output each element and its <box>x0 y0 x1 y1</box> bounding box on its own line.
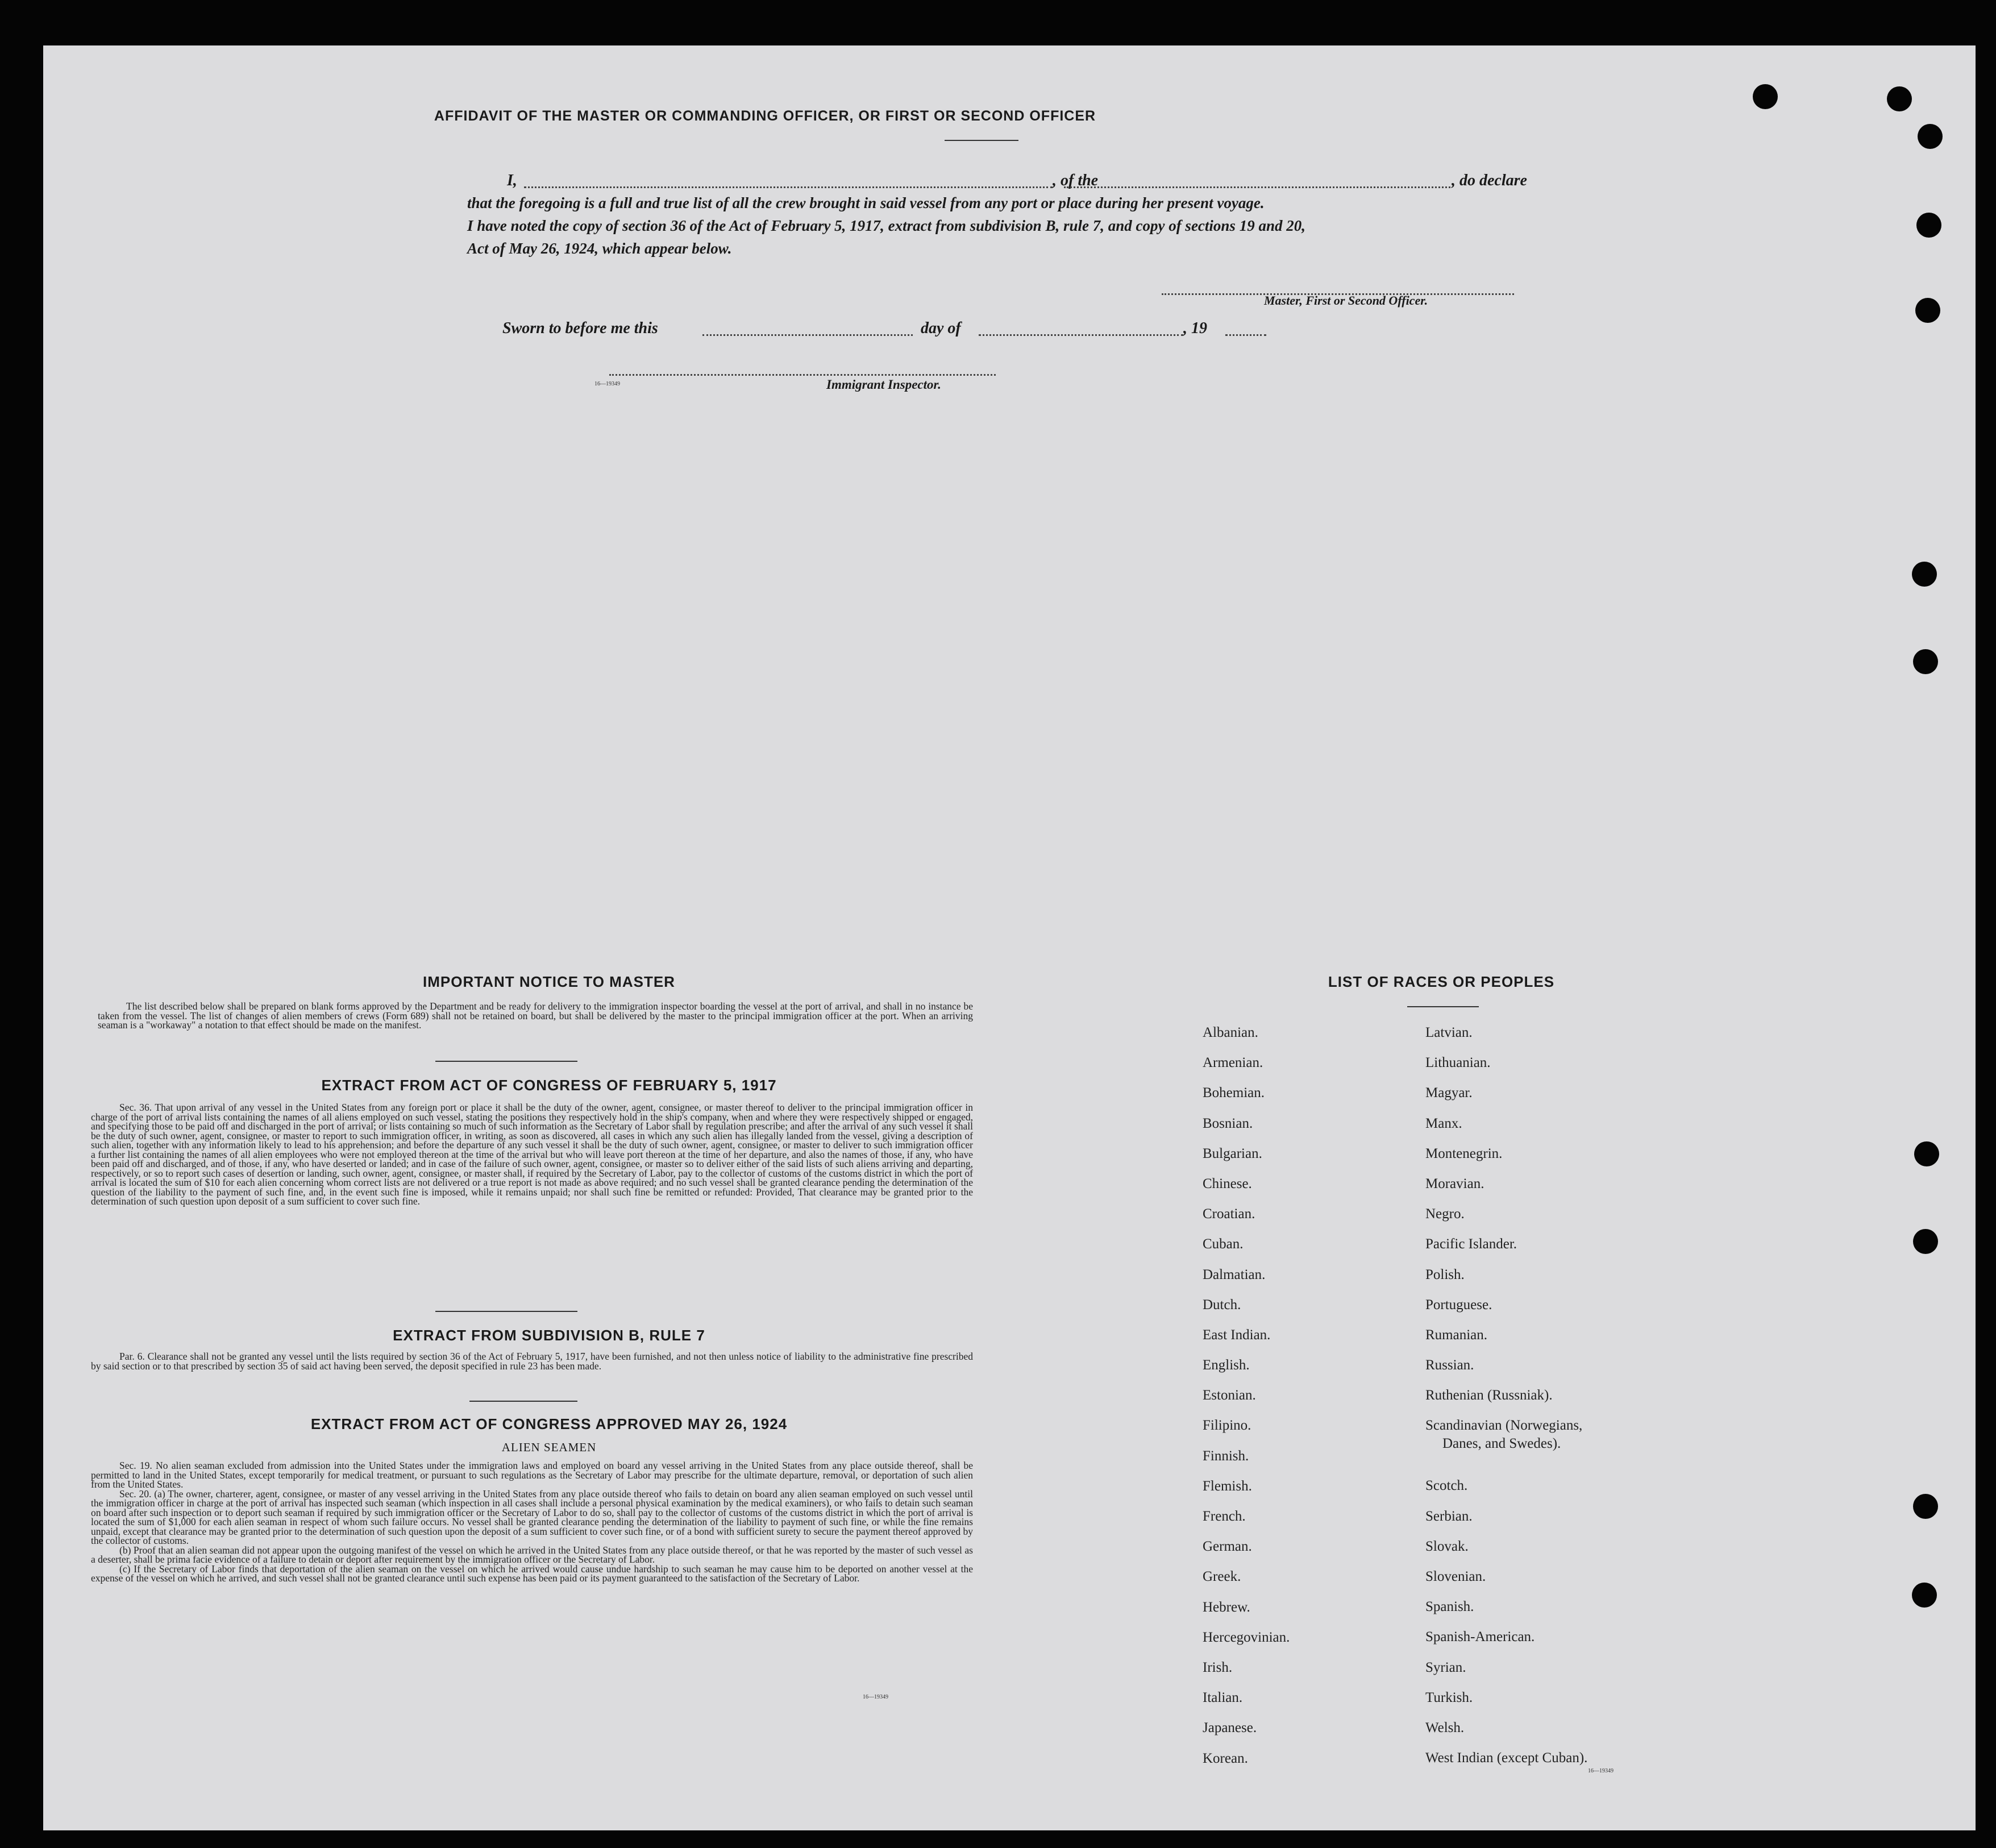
divider <box>945 140 1018 141</box>
race-item: Polish. <box>1425 1266 1465 1282</box>
affidavit-line1-of-the: , of the <box>1053 172 1099 189</box>
race-item: Scotch. <box>1425 1478 1468 1494</box>
race-item: Scandinavian (Norwegians, <box>1425 1418 1583 1434</box>
race-item: Serbian. <box>1425 1508 1473 1524</box>
extract-1917-title: EXTRACT FROM ACT OF CONGRESS OF FEBRUARY 5, 1917 <box>321 1077 777 1094</box>
race-item: Turkish. <box>1425 1689 1473 1705</box>
affidavit-line4: Act of May 26, 1924, which appear below. <box>467 240 732 257</box>
race-item: Magyar. <box>1425 1085 1473 1101</box>
race-item: Slovenian. <box>1425 1569 1486 1584</box>
race-item: Italian. <box>1203 1690 1243 1706</box>
race-item: East Indian. <box>1203 1327 1271 1343</box>
race-item: Japanese. <box>1203 1720 1257 1736</box>
race-item: Moravian. <box>1425 1176 1484 1191</box>
race-item: Danes, and Swedes). <box>1442 1436 1561 1452</box>
race-item: Latvian. <box>1425 1025 1473 1040</box>
sworn-year: , 19 <box>1183 319 1207 337</box>
race-item: Manx. <box>1425 1115 1462 1131</box>
punch-hole <box>1887 86 1912 111</box>
race-item: Bosnian. <box>1203 1115 1253 1131</box>
race-item: Armenian. <box>1203 1055 1263 1071</box>
divider <box>469 1401 577 1402</box>
race-item: Cuban. <box>1203 1236 1244 1252</box>
punch-hole <box>1916 213 1941 238</box>
form-number: 16—19349 <box>594 381 620 387</box>
race-item: Korean. <box>1203 1750 1248 1766</box>
punch-hole <box>1914 1141 1939 1166</box>
sworn-prefix: Sworn to before me this <box>502 319 658 337</box>
affidavit-line3: I have noted the copy of section 36 of the Act of February 5, 1917, extract from subdivision B, rule 7, and copy of sections 19 and 20, <box>467 217 1305 234</box>
affidavit-title: AFFIDAVIT OF THE MASTER OR COMMANDING OFFICER, OR FIRST OR SECOND OFFICER <box>434 108 1096 124</box>
section-20a: Sec. 20. (a) The owner, charterer, agent, consignee, or master of any vessel arriving in the United States from any place outside thereof who fails to detain on board any alien seaman employed on such vessel until the immigration officer in charge at the port of arrival has inspected such seaman (which inspection in all cases shall include a personal physical examination by the medical examiners), or who fails to detain such seaman on board after such inspection or to deport such seaman if required by such immigration officer or the Secretary of Labor to do so, shall pay to the collector of customs of the customs district in which the port of arrival is located the sum of $1,000 for each alien seaman in respect of whom such failure occurs. No vessel shall be granted clearance pending the determination of the liability to payment of such fine, or while the fine remains unpaid, except that clearance may be granted prior to the determination of such question upon the deposit of a sum sufficient to cover such fine, or of a bond with sufficient surety to secure the payment thereof approved by the collector of customs. <box>91 1488 973 1546</box>
affidavit-line1-i: I, <box>507 172 517 189</box>
extract-1924-subtitle: ALIEN SEAMEN <box>501 1440 597 1454</box>
race-item: Croatian. <box>1203 1206 1255 1222</box>
divider <box>435 1061 577 1062</box>
race-item: Pacific Islander. <box>1425 1236 1517 1252</box>
affidavit-line1-declare: , do declare <box>1452 172 1527 189</box>
race-item: Spanish-American. <box>1425 1629 1535 1645</box>
races-left-column <box>1203 1018 1290 1774</box>
section-19: Sec. 19. No alien seaman excluded from admission into the United States under the immigration laws and employed on board any vessel arriving in the United States from any place outside thereof, shall be permitted to land in the United States, except temporarily for medical treatment, or pursuant to such regulations as the Secretary of Labor may prescribe for the ultimate departure, removal, or deportation of such alien from the United States. <box>91 1460 973 1490</box>
punch-hole <box>1915 298 1940 323</box>
inspector-label: Immigrant Inspector. <box>826 377 941 392</box>
form-number: 16—19349 <box>1588 1768 1614 1774</box>
race-item: Dutch. <box>1203 1297 1241 1313</box>
race-item: German. <box>1203 1539 1252 1555</box>
race-item: Finnish. <box>1203 1448 1249 1464</box>
extract-1924-title: EXTRACT FROM ACT OF CONGRESS APPROVED MAY 26, 1924 <box>310 1415 788 1432</box>
sworn-month-blank <box>979 334 1183 336</box>
race-item: Lithuanian. <box>1425 1055 1491 1071</box>
race-item: Montenegrin. <box>1425 1145 1503 1161</box>
race-item: Flemish. <box>1203 1478 1252 1494</box>
race-item: Russian. <box>1425 1357 1474 1373</box>
race-item: West Indian (except Cuban). <box>1425 1750 1588 1766</box>
race-item: Filipino. <box>1203 1418 1251 1434</box>
divider <box>435 1311 577 1312</box>
race-item: Irish. <box>1203 1659 1233 1675</box>
master-label: Master, First or Second Officer. <box>1264 293 1428 308</box>
punch-hole <box>1918 124 1943 149</box>
race-item: English. <box>1203 1357 1250 1373</box>
race-item: Bulgarian. <box>1203 1145 1262 1161</box>
race-item: Rumanian. <box>1425 1327 1488 1343</box>
punch-hole <box>1912 562 1937 587</box>
race-item: Hercegovinian. <box>1203 1629 1290 1645</box>
vessel-blank <box>1064 186 1450 188</box>
form-number: 16—19349 <box>863 1694 888 1700</box>
affidavit-line2: that the foregoing is a full and true list of all the crew brought in said vessel from any port or place during her present voyage. <box>467 194 1265 211</box>
divider <box>1407 1006 1479 1007</box>
race-item: Slovak. <box>1425 1538 1469 1554</box>
race-item: Estonian. <box>1203 1388 1256 1403</box>
race-item: Spanish. <box>1425 1599 1474 1615</box>
punch-hole <box>1753 84 1778 109</box>
section-20b: (b) Proof that an alien seaman did not appear upon the outgoing manifest of the vessel on which he arrived in the United States from any place outside thereof, or that he was reported by the master of such vessel as a deserter, shall be prima facie evidence of a failure to detain or deport after requirement by the immigration officer or the Secretary of Labor. <box>91 1544 973 1565</box>
race-item: French. <box>1203 1509 1246 1524</box>
races-title: LIST OF RACES OR PEOPLES <box>1328 973 1555 990</box>
document-page <box>43 45 1976 1830</box>
punch-hole <box>1912 1583 1937 1608</box>
notice-body: The list described below shall be prepared on blank forms approved by the Department and be ready for delivery to the immigration inspector boarding the vessel at the port of arrival, and shall in no instance be taken from the vessel. The list of changes of alien members of crews (Form 689) shall not be retained on board, but shall be delivered by the master to the principal immigration officer at the port. When an arriving seaman is a "workaway" a notation to that effect should be made on the manifest. <box>98 1000 973 1031</box>
notice-title: IMPORTANT NOTICE TO MASTER <box>423 973 675 990</box>
punch-hole <box>1913 1494 1938 1519</box>
race-item: Negro. <box>1425 1206 1465 1222</box>
races-right-column <box>1425 1018 1587 1773</box>
race-item: Dalmatian. <box>1203 1266 1266 1282</box>
race-item: Bohemian. <box>1203 1085 1265 1101</box>
punch-hole <box>1913 1229 1938 1254</box>
race-item: Chinese. <box>1203 1176 1252 1191</box>
name-blank <box>524 186 1053 188</box>
sworn-day-of: day of <box>921 319 961 337</box>
race-item: Welsh. <box>1425 1720 1465 1735</box>
race-item: Syrian. <box>1425 1659 1466 1675</box>
race-item: Portuguese. <box>1425 1297 1492 1313</box>
sworn-day-blank <box>702 334 913 336</box>
race-item: Greek. <box>1203 1569 1241 1585</box>
extract-rule7-title: EXTRACT FROM SUBDIVISION B, RULE 7 <box>393 1327 705 1344</box>
race-item: Ruthenian (Russniak). <box>1425 1388 1553 1403</box>
extract-1924-body <box>91 1461 973 1583</box>
extract-1917-body: Sec. 36. That upon arrival of any vessel in the United States from any foreign port or place it shall be the duty of the owner, agent, consignee, or master thereof to deliver to the principal immigration officer in charge of the port of arrival lists containing the names of all aliens employed on such vessel, stating the positions they respectively hold in the ship's company, when and where they were respectively shipped or engaged, and specifying those to be paid off and discharged in the port of arrival; or lists containing so much of such information as the Secretary of Labor shall by regulation prescribe; and after the arrival of any such vessel it shall be the duty of such owner, agent, consignee, or master to report to such immigration officer, in writing, as soon as discovered, all cases in which any such alien has illegally landed from the vessel, giving a description of such alien, together with any information likely to lead to his apprehension; and before the departure of any such vessel it shall be the duty of such owner, agent, consignee, or master to deliver to such immigration officer a further list containing the names of all alien employees who were not employed thereon at the time of the arrival but who will leave port thereon at the time of her departure, and also the names of those, if any, who have been paid off and discharged, and of those, if any, who have deserted or landed; and in case of the failure of such owner, agent, consignee, or master so to deliver either of the said lists of such aliens arriving and departing, respectively, or so to report such cases of desertion or landing, such owner, agent, consignee, or master shall, if required by the Secretary of Labor, pay to the collector of customs of the customs district in which the port of arrival is located the sum of $10 for each alien concerning whom correct lists are not delivered or a true report is not made as above required; and no such vessel shall be granted clearance pending the determination of the question of the liability to the payment of such fine, and, in the event such fine is imposed, while it remains unpaid; nor shall such fine be remitted or refunded: Provided, That clearance may be granted prior to the determination of such question upon deposit of a sum sufficient to cover such fine. <box>91 1102 973 1207</box>
punch-hole <box>1913 649 1938 674</box>
race-item: Albanian. <box>1203 1025 1258 1040</box>
sworn-year-blank <box>1225 334 1266 336</box>
inspector-signature-line <box>609 374 996 376</box>
section-20c: (c) If the Secretary of Labor finds that deportation of the alien seaman on the vessel on which he arrived would cause undue hardship to such seaman he may cause him to be deported on another vessel at the expense of the vessel on which he arrived, and such vessel shall not be granted clearance until such expense has been paid or its payment guaranteed to the satisfaction of the Secretary of Labor. <box>91 1563 973 1584</box>
race-item: Hebrew. <box>1203 1599 1250 1615</box>
extract-rule7-body: Par. 6. Clearance shall not be granted any vessel until the lists required by section 36 of the Act of February 5, 1917, have been furnished, and not then unless notice of liability to the administrative fine prescribed by said section or to that prescribed by section 35 of said act having been served, the deposit specified in rule 23 has been made. <box>91 1351 973 1372</box>
